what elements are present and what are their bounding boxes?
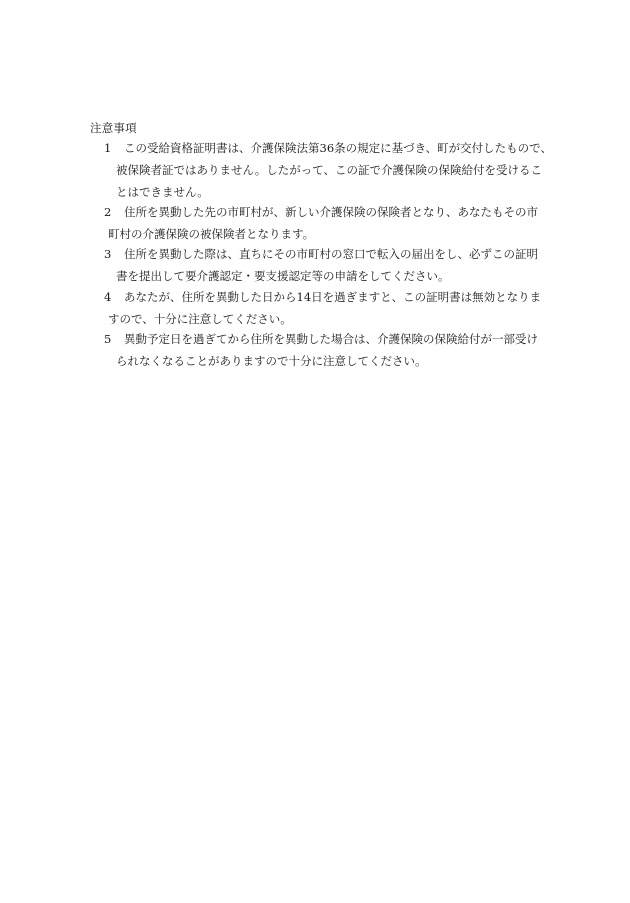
note-item-5-line-1 <box>100 328 560 350</box>
note-item-5-line-2: られなくなることがありますので十分に注意してください。 <box>116 354 427 368</box>
note-item-3-text-1: 住所を異動した際は、直ちにその市町村の窓口で転入の届出をし、必ずこの証明 <box>124 247 538 261</box>
note-item-2 <box>100 201 560 245</box>
note-item-1-line-1 <box>100 137 560 159</box>
note-item-4-text-1: あなたが、住所を異動した日から14日を過ぎますと、この証明書は無効となりま <box>124 290 542 304</box>
note-item-3-line-1 <box>100 243 560 265</box>
note-item-2-line-2: 町村の介護保険の被保険者となります。 <box>108 227 315 241</box>
note-item-2-text-1: 住所を異動した先の市町村が、新しい介護保険の保険者となり、あなたもその市 <box>124 205 538 219</box>
note-item-1-line-3: とはできません。 <box>116 185 209 199</box>
note-item-3 <box>100 243 560 287</box>
note-item-4-number: 4 <box>104 290 112 304</box>
note-item-3-line-2: 書を提出して要介護認定・要支援認定等の申請をしてください。 <box>116 269 450 283</box>
note-item-4 <box>100 286 560 330</box>
note-item-1-number: 1 <box>104 141 112 155</box>
note-item-5-text-1: 異動予定日を過ぎてから住所を異動した場合は、介護保険の保険給付が一部受け <box>124 332 538 346</box>
note-item-4-line-2: すので、十分に注意してください。 <box>108 312 292 326</box>
note-item-3-number: 3 <box>104 247 112 261</box>
note-item-2-line-1 <box>100 201 560 223</box>
note-item-4-line-1 <box>100 286 560 308</box>
note-item-1-line-2: 被保険者証ではありません。したがって、この証で介護保険の保険給付を受けるこ <box>116 163 542 177</box>
note-item-5 <box>100 328 560 372</box>
note-item-1 <box>100 137 560 203</box>
note-item-5-number: 5 <box>104 332 112 346</box>
note-item-1-text-1: この受給資格証明書は、介護保険法第36条の規定に基づき、町が交付したもので、 <box>124 141 552 155</box>
note-item-2-number: 2 <box>104 205 112 219</box>
notes-heading: 注意事項 <box>90 121 137 135</box>
